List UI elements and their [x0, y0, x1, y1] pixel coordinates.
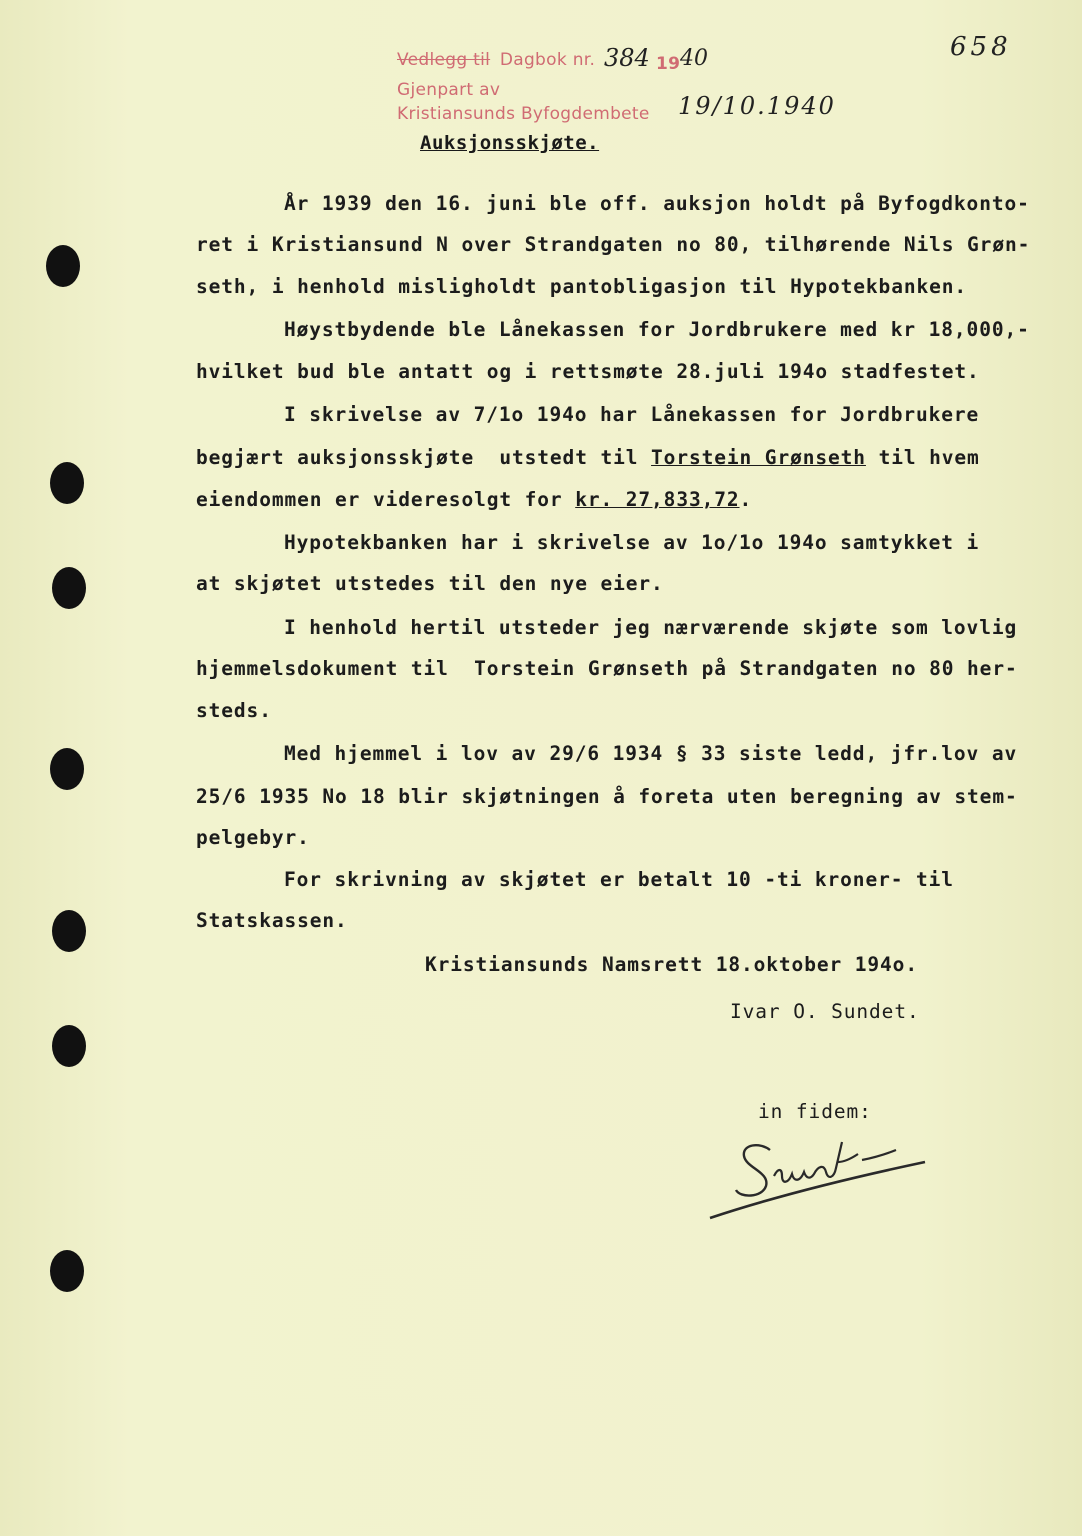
- stamp-date: 19/10.1940: [678, 92, 836, 120]
- body-line: Hypotekbanken har i skrivelse av 1o/1o 194o samtykket i: [284, 531, 980, 554]
- body-line: I henhold hertil utsteder jeg nærværende skjøte som lovlig: [284, 616, 1018, 639]
- punch-hole: [52, 910, 86, 952]
- body-line: at skjøtet utstedes til den nye eier.: [196, 572, 664, 595]
- body-line: hjemmelsdokument til Torstein Grønseth på Strandgaten no 80 her-: [196, 657, 1018, 680]
- punch-hole: [50, 1250, 84, 1292]
- place-date: Kristiansunds Namsrett 18.oktober 194o.: [425, 953, 918, 976]
- stamp-struck-text: Vedlegg til: [397, 50, 491, 70]
- body-line: [196, 488, 752, 511]
- punch-hole: [52, 567, 86, 609]
- underlined-text: kr. 27,833,72: [575, 488, 740, 511]
- signatory-name: Ivar O. Sundet.: [730, 1000, 920, 1023]
- body-line-text: eiendommen er videresolgt for: [196, 488, 576, 511]
- body-line: Med hjemmel i lov av 29/6 1934 § 33 siste ledd, jfr.lov av: [284, 742, 1018, 765]
- document-title: Auksjonsskjøte.: [420, 132, 600, 154]
- body-line-text: begjært auksjonsskjøte utstedt til: [196, 446, 652, 469]
- body-line-text: .: [739, 488, 753, 511]
- in-fidem-label: in fidem:: [758, 1100, 872, 1123]
- stamp-year-prefix: 19: [656, 54, 681, 74]
- dagbok-year-suffix: 40: [680, 46, 708, 71]
- punch-hole: [52, 1025, 86, 1067]
- body-line: steds.: [196, 699, 272, 722]
- body-line-text: til hvem: [865, 446, 980, 469]
- body-line: Høystbydende ble Lånekassen for Jordbrukere med kr 18,000,-: [284, 318, 1030, 341]
- dagbok-number: 384: [604, 44, 650, 72]
- punch-hole: [50, 748, 84, 790]
- stamp-dagbok-label: Dagbok nr.: [499, 50, 596, 70]
- body-line: seth, i henhold misligholdt pantobligasjon til Hypotekbanken.: [196, 275, 968, 298]
- stamp-office: Kristiansunds Byfogdembete: [397, 104, 650, 124]
- body-line: pelgebyr.: [196, 826, 310, 849]
- stamp-block: [397, 50, 595, 70]
- body-line: Statskassen.: [196, 909, 348, 932]
- body-line: 25/6 1935 No 18 blir skjøtningen å foreta uten beregning av stem-: [196, 785, 1018, 808]
- body-line: ret i Kristiansund N over Strandgaten no 80, tilhørende Nils Grøn-: [196, 233, 1031, 256]
- handwritten-signature: [700, 1120, 940, 1230]
- body-line: hvilket bud ble antatt og i rettsmøte 28.juli 194o stadfestet.: [196, 360, 980, 383]
- punch-hole: [46, 245, 80, 287]
- body-line: I skrivelse av 7/1o 194o har Lånekassen for Jordbrukere: [284, 403, 980, 426]
- punch-hole: [50, 462, 84, 504]
- underlined-text: Torstein Grønseth: [651, 446, 866, 469]
- stamp-gjenpart: Gjenpart av: [397, 80, 501, 100]
- page-number: 658: [950, 32, 1012, 62]
- body-line: År 1939 den 16. juni ble off. auksjon holdt på Byfogdkonto-: [284, 192, 1030, 215]
- body-line: For skrivning av skjøtet er betalt 10 -ti kroner- til: [284, 868, 954, 891]
- body-line: [196, 446, 980, 469]
